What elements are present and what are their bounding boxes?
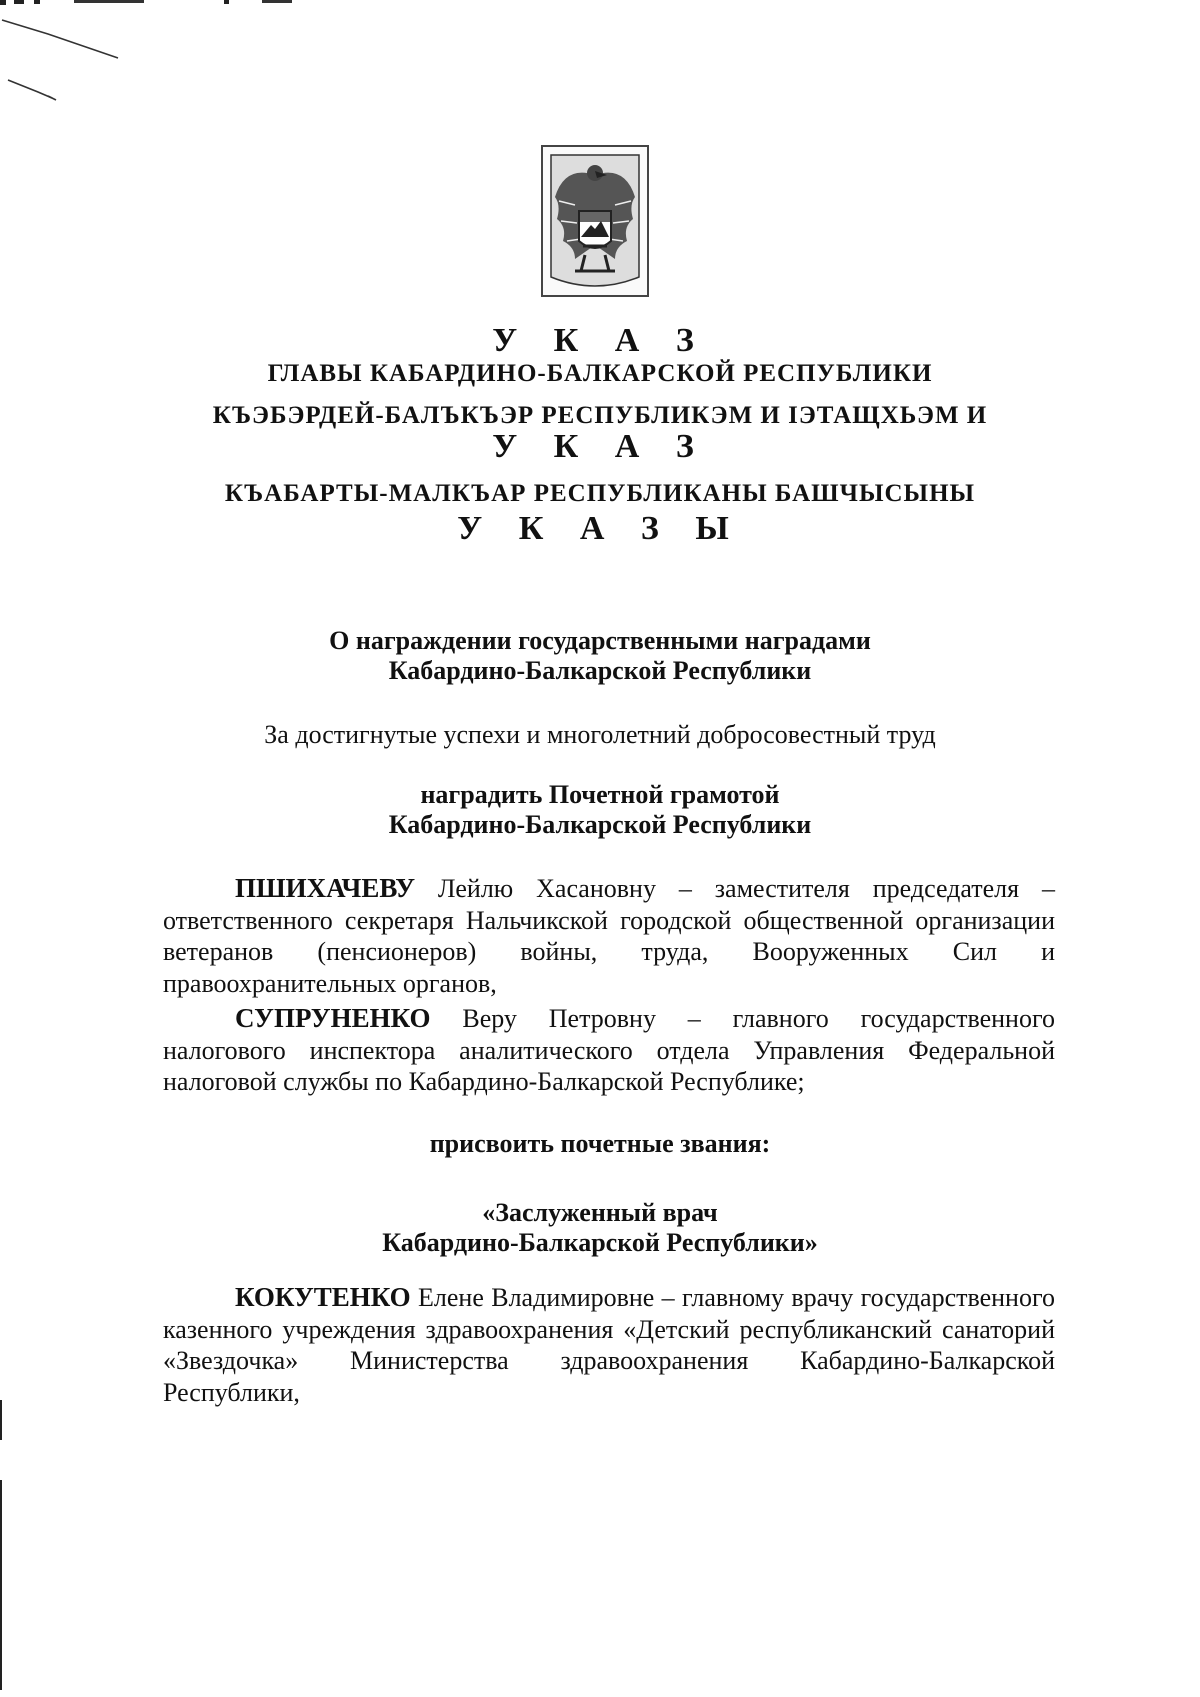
award-charter-line: Кабардино-Балкарской Республики [388,810,812,839]
scan-artifact-top [0,0,300,6]
decree-title-kbd: У К А З [492,428,708,465]
decree-subject [0,626,1200,686]
honorary-title [0,1198,1200,1258]
issuer-line-krc: КЪАБАРТЫ-МАЛКЪАР РЕСПУБЛИКАНЫ БАШЧЫСЫНЫ [224,480,976,507]
issuer-line-ru: ГЛАВЫ КАБАРДИНО-БАЛКАРСКОЙ РЕСПУБЛИКИ [267,360,933,387]
decree-subject-line: О награждении государственными наградами [329,626,871,655]
recipient-name: ПШИХАЧЕВУ [235,873,416,903]
recipient-name: СУПРУНЕНКО [235,1003,431,1033]
recipient-details: Веру Петровну – главного государственного налогового инспектора аналитического отдела Управления Федеральной налоговой службы по Кабардино-Балкарской Республике; [163,1004,1055,1096]
recipient-name: КОКУТЕНКО [235,1282,411,1312]
recipient-details: Лейлю Хасановну – заместителя председателя – ответственного секретаря Нальчикской городской общественной организации ветеранов (пенсионеров) войны, труда, Вооруженных Сил и правоохранительных органов, [163,874,1055,998]
recipient-paragraph [163,1282,1055,1408]
decree-subject-line: Кабардино-Балкарской Республики [388,656,812,685]
recipient-details: Елене Владимировне – главному врачу государственного казенного учреждения здравоохранения «Детский республиканский санаторий «Звездочка» Министерства здравоохранения Кабардино-Балкарской Республики, [163,1283,1055,1407]
decree-intro: За достигнутые успехи и многолетний добросовестный труд [264,720,936,749]
recipient-paragraph [163,873,1055,999]
honorary-title-line: «Заслуженный врач [482,1198,718,1227]
award-charter-line: наградить Почетной грамотой [420,780,780,809]
honorary-title-line: Кабардино-Балкарской Республики» [382,1228,818,1257]
decree-title-ru: У К А З [492,322,708,359]
decree-title-krc: У К А З Ы [457,510,743,547]
recipient-paragraph [163,1003,1055,1098]
scan-edge-line [0,1480,2,1690]
scan-edge-mark [0,1400,2,1440]
honorary-titles-heading: присвоить почетные звания: [429,1129,771,1158]
coat-of-arms-icon [541,145,649,297]
issuer-line-kbd: КЪЭБЭРДЕЙ-БАЛЪКЪЭР РЕСПУБЛИКЭМ И ІЭТАЩХЬЭМ И [212,402,988,429]
award-charter-heading [0,780,1200,840]
scan-artifact-strokes [0,8,140,108]
